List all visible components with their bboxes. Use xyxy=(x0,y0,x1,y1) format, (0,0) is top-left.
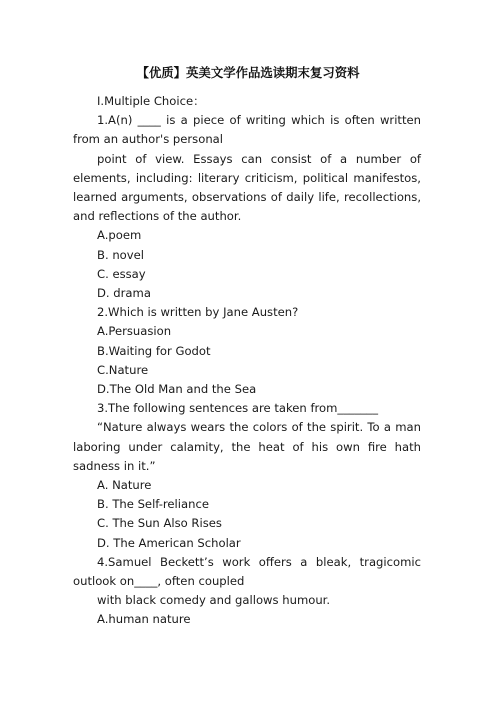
question-1-stem-line-2: point of view. Essays can consist of a number of elements, including: literary criticism, political manifestos, learned arguments, observations of daily life, recollections, and reflections of the author. xyxy=(73,151,421,224)
question-3-option-a: A. Nature xyxy=(97,478,152,493)
question-1-option-c: C. essay xyxy=(97,266,146,281)
question-1-option-a: A.poem xyxy=(97,228,142,243)
question-1-option-d: D. drama xyxy=(97,286,151,301)
question-1-stem-line-1: 1.A(n) ____ is a piece of writing which is often written from an author's personal xyxy=(73,113,421,147)
question-4-stem-line-1: 4.Samuel Beckett’s work offers a bleak, tragicomic outlook on____, often coupled xyxy=(73,554,421,589)
question-3-option-d: D. The American Scholar xyxy=(97,535,241,550)
question-4-option-a: A.human nature xyxy=(97,612,191,627)
question-3-stem: 3.The following sentences are taken from_______ xyxy=(97,401,379,416)
question-3-option-b: B. The Self-reliance xyxy=(97,497,209,512)
question-1-option-b: B. novel xyxy=(97,247,144,262)
question-2-option-b: B.Waiting for Godot xyxy=(97,343,211,358)
question-3-quote: “Nature always wears the colors of the spirit. To a man laboring under calamity, the heat of his own fire hath sadness in it.” xyxy=(73,420,421,473)
question-2-stem: 2.Which is written by Jane Austen? xyxy=(97,305,299,320)
document-body xyxy=(73,92,421,630)
question-3-option-c: C. The Sun Also Rises xyxy=(97,516,222,531)
question-2-option-d: D.The Old Man and the Sea xyxy=(97,382,257,397)
document-title: 【优质】英美文学作品选读期末复习资料 xyxy=(136,65,360,80)
section-heading: I.Multiple Choice： xyxy=(97,94,205,108)
question-2-option-c: C.Nature xyxy=(97,362,149,377)
question-4-stem-line-2: with black comedy and gallows humour. xyxy=(97,593,331,608)
question-2-option-a: A.Persuasion xyxy=(97,324,172,339)
